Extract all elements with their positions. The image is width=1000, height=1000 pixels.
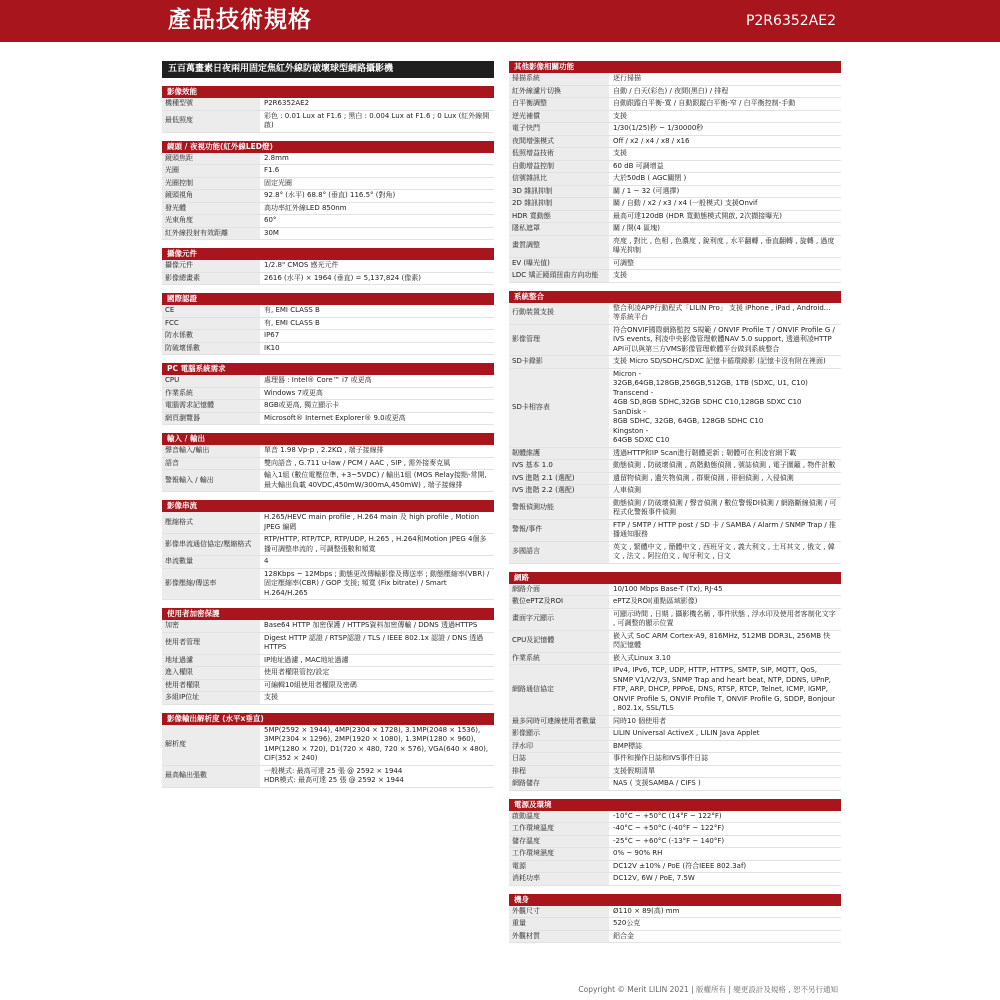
spec-label: 機種型號: [162, 98, 260, 110]
spec-value: LILIN Universal ActiveX , LILIN Java Applet: [613, 729, 760, 737]
spec-row: [162, 692, 494, 705]
spec-value: DC12V ±10% / PoE (符合IEEE 802.3af): [613, 861, 747, 870]
spec-row: [509, 873, 841, 886]
spec-value: 嵌入式 SoC ARM Cortex-A9, 816MHz, 512MB DDR3L, 256MB 快閃記憶體: [613, 631, 831, 649]
spec-value: 人車偵測: [613, 486, 641, 494]
spec-label: 電腦需求記憶體: [162, 400, 260, 412]
spec-row: [509, 485, 841, 498]
spec-value: Windows 7或更高: [264, 388, 323, 397]
spec-label: 2D 雜訊抑制: [509, 198, 609, 210]
spec-value: -25°C ~ +60°C (-13°F ~ 140°F): [613, 836, 725, 845]
spec-label: 最高輸出張數: [162, 766, 260, 787]
spec-section: [162, 293, 494, 355]
spec-value: 5MP(2592 × 1944), 4MP(2304 × 1728), 3.1MP(2048 × 1536), 3MP(2304 × 1296), 2MP(1920 × 1080), 1.3MP(1280 × 960), 1MP(1280 × 720), D1(720 × 480, 720 × 576), VGA(640 × 480), CIF(352 × 240): [264, 725, 489, 762]
spec-label: 工作環境濕度: [509, 848, 609, 860]
spec-row: [162, 400, 494, 413]
spec-label: 多國語言: [509, 542, 609, 563]
spec-row: [162, 165, 494, 178]
spec-row: [509, 728, 841, 741]
section-header: 影像串流: [162, 500, 494, 512]
spec-label: 地址過濾: [162, 655, 260, 667]
spec-value: 支援: [264, 693, 278, 701]
spec-section: [162, 86, 494, 133]
spec-value: 1/2.8" CMOS 感光元件: [264, 261, 339, 269]
spec-row: [162, 260, 494, 273]
spec-label: 儲存溫度: [509, 836, 609, 848]
spec-value: 10/100 Mbps Base-T (Tx), RJ-45: [613, 584, 723, 593]
spec-row: [162, 203, 494, 216]
spec-row: [162, 330, 494, 343]
spec-label: 逆光補償: [509, 111, 609, 123]
spec-value: IPv4, IPv6, TCP, UDP, HTTP, HTTPS, SMTP, SIP, MQTT, QoS, SNMP V1/V2/V3, SNMP Trap and heart beat, NTP, DDNS, UPnP, FTP, ARP, DHCP, PPPoE, DNS, RTSP, RTCP, Telnet, ICMP, IGMP, ONVIF Profile S, ONVIF Profile T, ONVIF Profile G, SDDP, Bonjour , 802.1x, SSL/TLS: [613, 666, 835, 712]
spec-row: [509, 716, 841, 729]
spec-row: [509, 236, 841, 258]
spec-row: [162, 375, 494, 388]
section-header: 其他影像相關功能: [509, 61, 841, 73]
spec-value: 可顯示時間 , 日期 , 攝影機名稱 , 事件狀態 , 浮水印及使用者客制化文字 , 可調整的顯示位置: [613, 609, 836, 627]
spec-label: 行動裝置支援: [509, 303, 609, 324]
spec-value: 整合利凌APP行動程式「LILIN Pro」 支援 iPhone , iPad , Android...等系統平台: [613, 303, 831, 321]
spec-row: [162, 190, 494, 203]
spec-label: 多組IP位址: [162, 692, 260, 704]
spec-value: 關 / 1 ~ 32 (可選擇): [613, 186, 680, 195]
spec-row: [509, 86, 841, 99]
spec-value: 可編輯10組使用者權限及密碼: [264, 680, 357, 689]
spec-row: [162, 388, 494, 401]
spec-label: 發光體: [162, 203, 260, 215]
spec-label: 防破壞係數: [162, 343, 260, 355]
spec-row: [509, 356, 841, 369]
spec-value: 動態偵測 , 防破壞偵測 , 高階動態偵測 , 號誌偵測 , 電子圍籬 , 物件計數: [613, 461, 836, 469]
spec-label: 壓縮格式: [162, 512, 260, 533]
spec-section: [162, 713, 494, 788]
spec-row: [162, 178, 494, 191]
spec-label: 影像壓縮/傳送率: [162, 569, 260, 600]
spec-row: [162, 470, 494, 492]
spec-label: 啟動溫度: [509, 811, 609, 823]
spec-value: 嵌入式Linux 3.10: [613, 653, 671, 662]
spec-value: -40°C ~ +50°C (-40°F ~ 122°F): [613, 824, 725, 832]
spec-label: 影像總畫素: [162, 273, 260, 285]
spec-label: FCC: [162, 318, 260, 330]
spec-value: 1/30(1/25)秒 ~ 1/30000秒: [613, 124, 704, 132]
spec-label: 浮水印: [509, 741, 609, 753]
spec-value: 128Kbps ~ 12Mbps ; 動態更改傳輸影像及傳送率 ; 動態壓縮率(VBR) / 固定壓縮率(CBR) / GOP 支援; 頻寬 (Fix bitrate) / Smart H.264/H.265: [264, 569, 490, 597]
spec-label: 鏡頭視角: [162, 190, 260, 202]
section-header: 影像效能: [162, 86, 494, 98]
spec-value: 使用者權限管控/設定: [264, 668, 330, 676]
spec-section: [509, 572, 841, 791]
spec-label: SD卡相容表: [509, 369, 609, 447]
spec-row: [509, 753, 841, 766]
spec-row: [509, 520, 841, 542]
spec-label: 韌體維護: [509, 448, 609, 460]
spec-value: 英文 , 繁體中文 , 簡體中文 , 西班牙文 , 義大利文 , 土耳其文 , 俄文 , 韓文 , 法文 , 阿拉伯文 , 匈牙利文 , 日文: [613, 542, 835, 560]
section-header: 網路: [509, 572, 841, 584]
spec-value: 60°: [264, 216, 277, 224]
spec-row: [509, 811, 841, 824]
spec-label: 低照增益技術: [509, 148, 609, 160]
spec-label: 紅外線投射有效距離: [162, 228, 260, 240]
spec-value: 0% ~ 90% RH: [613, 849, 663, 857]
spec-row: [162, 413, 494, 426]
spec-label: 作業系統: [162, 388, 260, 400]
spec-row: [509, 653, 841, 666]
spec-row: [162, 655, 494, 668]
spec-section: [509, 291, 841, 564]
spec-row: [509, 596, 841, 609]
spec-value: 2.8mm: [264, 153, 289, 162]
section-header: 系統整合: [509, 291, 841, 303]
spec-label: 影像顯示: [509, 728, 609, 740]
spec-section: [162, 141, 494, 241]
spec-value: Ø110 × 89(高) mm: [613, 906, 680, 915]
spec-row: [162, 215, 494, 228]
spec-row: [162, 458, 494, 471]
spec-row: [162, 680, 494, 693]
spec-label: IVS 基本 1.0: [509, 460, 609, 472]
spec-row: [509, 173, 841, 186]
model-number: P2R6352AE2: [745, 13, 836, 29]
spec-label: IVS 進階 2.2 (選配): [509, 485, 609, 497]
spec-value: 60 dB 可調增益: [613, 161, 664, 170]
spec-section: [162, 500, 494, 600]
spec-label: 影像串流通信協定/壓縮格式: [162, 534, 260, 555]
spec-row: [162, 556, 494, 569]
spec-label: 日誌: [509, 753, 609, 765]
spec-value: NAS ( 支援SAMBA / CIFS ): [613, 779, 701, 787]
spec-value: Digest HTTP 認證 / RTSP認證 / TLS / IEEE 802.1x 認證 / DNS 透過HTTPS: [264, 633, 484, 651]
document-title: 五百萬畫素日夜兩用固定焦紅外線防破壞球型網路攝影機: [162, 61, 494, 78]
spec-value: 鋁合金: [613, 931, 634, 940]
spec-label: 光圈控制: [162, 178, 260, 190]
spec-value: 輸入1組 (數位電壓位準, +3~5VDC) / 輸出1組 (MOS Relay接點-常開, 最大輸出負載 40VDC,450mW/300mA,450mW) , 端子接線排: [264, 471, 487, 489]
spec-section: [162, 608, 494, 705]
spec-row: [162, 228, 494, 241]
spec-label: 隱私遮罩: [509, 223, 609, 235]
spec-row: [509, 631, 841, 653]
spec-value: 8GB或更高, 獨立顯示卡: [264, 401, 340, 409]
spec-value: 事件和操作日誌和IVS事件日誌: [613, 754, 709, 762]
spec-label: 加密: [162, 620, 260, 632]
spec-value: 自動跟蹤白平衡-寬 / 自動跟蹤白平衡-窄 / 白平衡控制-手動: [613, 99, 796, 107]
spec-row: [509, 123, 841, 136]
right-column: [509, 61, 841, 951]
spec-label: 3D 雜訊抑制: [509, 186, 609, 198]
spec-label: SD卡錄影: [509, 356, 609, 368]
spec-row: [509, 931, 841, 944]
spec-row: [509, 325, 841, 357]
spec-value: Off / x2 / x4 / x8 / x16: [613, 136, 690, 145]
spec-label: 鏡頭焦距: [162, 153, 260, 165]
spec-row: [509, 836, 841, 849]
spec-label: HDR 寬動態: [509, 211, 609, 223]
spec-row: [509, 73, 841, 86]
spec-value: 有, EMI CLASS B: [264, 306, 320, 314]
spec-row: [509, 741, 841, 754]
spec-label: 消耗功率: [509, 873, 609, 885]
spec-row: [162, 318, 494, 331]
spec-row: [509, 211, 841, 224]
spec-row: [509, 148, 841, 161]
spec-row: [509, 161, 841, 174]
spec-row: [509, 498, 841, 520]
spec-row: [162, 512, 494, 534]
spec-value: 支援: [613, 271, 627, 279]
copyright-footer: Copyright © Merit LILIN 2021 | 版權所有 | 變更設計及規格 , 恕不另行通知: [578, 985, 838, 994]
spec-label: 信號雜訊比: [509, 173, 609, 185]
spec-row: [509, 584, 841, 597]
spec-label: 畫面字元顯示: [509, 609, 609, 630]
spec-label: 防水係數: [162, 330, 260, 342]
spec-value: 透過HTTP和IP Scan進行韌體更新 ; 韌體可在利凌官網下載: [613, 448, 797, 457]
spec-value: IP地址過濾 , MAC地址過濾: [264, 655, 349, 664]
spec-value: 520公克: [613, 919, 641, 927]
spec-row: [509, 473, 841, 486]
spec-label: 外觀尺寸: [509, 906, 609, 918]
spec-label: 網路介面: [509, 584, 609, 596]
spec-value: -10°C ~ +50°C (14°F ~ 122°F): [613, 811, 722, 820]
spec-label: CPU及記憶體: [509, 631, 609, 652]
spec-label: EV (曝光值): [509, 258, 609, 270]
spec-row: [509, 848, 841, 861]
spec-row: [162, 569, 494, 601]
spec-value: P2R6352AE2: [264, 99, 310, 107]
spec-value: 固定光圈: [264, 178, 292, 187]
spec-value: 處理器 : Intel® Core™ i7 或更高: [264, 376, 372, 384]
spec-value: 逐行掃描: [613, 74, 641, 82]
spec-row: [509, 906, 841, 919]
spec-row: [509, 136, 841, 149]
spec-label: 外觀材質: [509, 931, 609, 943]
section-header: PC 電腦系統需求: [162, 363, 494, 375]
spec-value: 遺留物偵測 , 遺失物偵測 , 群聚偵測 , 徘徊偵測 , 入侵偵測: [613, 473, 794, 482]
spec-label: 警報/事件: [509, 520, 609, 541]
spec-row: [509, 369, 841, 448]
spec-value: IK10: [264, 343, 280, 352]
spec-row: [509, 303, 841, 325]
spec-value: 30M: [264, 228, 279, 237]
spec-value: 支援: [613, 111, 627, 120]
spec-row: [509, 223, 841, 236]
spec-row: [509, 258, 841, 271]
spec-label: 警報輸入 / 輸出: [162, 470, 260, 491]
spec-value: 大於50dB ( AGC關閉 ): [613, 174, 687, 182]
spec-label: 網路儲存: [509, 778, 609, 790]
spec-label: 串流數量: [162, 556, 260, 568]
spec-value: 92.8° (水平) 68.8° (垂直) 116.5° (對角): [264, 191, 396, 199]
spec-value: BMP標誌: [613, 741, 643, 750]
spec-row: [162, 620, 494, 633]
spec-row: [162, 305, 494, 318]
spec-label: 紅外線濾片切換: [509, 86, 609, 98]
spec-row: [509, 448, 841, 461]
spec-row: [162, 534, 494, 556]
spec-value: ePTZ及ROI(重點區域影像): [613, 597, 698, 605]
spec-row: [509, 665, 841, 716]
spec-row: [162, 98, 494, 111]
spec-label: 警報偵測功能: [509, 498, 609, 519]
spec-value: 動態偵測 / 防破壞偵測 / 聲音偵測 / 數位警報DI偵測 / 網路斷線偵測 / 可程式化警報事件偵測: [613, 498, 837, 516]
spec-row: [162, 725, 494, 766]
spec-value: 最高可達120dB (HDR 寬動態模式開啟, 2次擷接曝光): [613, 211, 782, 220]
spec-row: [162, 273, 494, 286]
spec-row: [509, 186, 841, 199]
spec-section: [162, 363, 494, 425]
spec-row: [509, 766, 841, 779]
spec-row: [162, 633, 494, 655]
left-column: [162, 61, 494, 796]
spec-section: [162, 433, 494, 492]
spec-value: 符合ONVIF國際網路監控 S規範 / ONVIF Profile T / ONVIF Profile G / IVS events, 利凌中央影像管理軟體NAV 5.0 support, 透過利凌HTTP API可以與第三方VMS影像管理軟體平台做到系統整合: [613, 325, 835, 353]
spec-label: 光束角度: [162, 215, 260, 227]
spec-value: 4: [264, 557, 269, 565]
spec-value: 支援: [613, 149, 627, 157]
spec-label: 電子快門: [509, 123, 609, 135]
section-header: 使用者加密保護: [162, 608, 494, 620]
spec-value: 自動 / 白天(彩色) / 夜間(黑白) / 排程: [613, 86, 729, 95]
spec-value: Micron - 32GB,64GB,128GB,256GB,512GB, 1TB (SDXC, U1, C10) Transcend - 4GB SD,8GB SDHC,32GB SDHC C10,128GB SDXC C10 SanDisk - 8GB SDHC, 32GB, 64GB, 128GB SDHC C10 Kingston - 64GB SDXC C10: [613, 369, 808, 444]
spec-label: 聲音輸入/輸出: [162, 445, 260, 457]
spec-section: [162, 248, 494, 285]
section-header: 鏡頭 / 夜視功能(紅外線LED燈): [162, 141, 494, 153]
spec-row: [162, 667, 494, 680]
spec-label: 掃描系統: [509, 73, 609, 85]
section-header: 影像輸出解析度 (水平x垂直): [162, 713, 494, 725]
spec-row: [509, 609, 841, 631]
spec-section: [509, 894, 841, 944]
spec-value: 可調整: [613, 258, 634, 267]
spec-label: 數位ePTZ及ROI: [509, 596, 609, 608]
spec-label: 重量: [509, 918, 609, 930]
spec-value: FTP / SMTP / HTTP post / SD 卡 / SAMBA / Alarm / SNMP Trap / 推播通知服務: [613, 520, 836, 538]
spec-label: LDC 矯正鏡頭扭曲方向功能: [509, 270, 609, 282]
spec-value: 高功率紅外線LED 850nm: [264, 203, 347, 212]
spec-label: 使用者權限: [162, 680, 260, 692]
spec-value: 2616 (水平) × 1964 (垂直) = 5,137,824 (像素): [264, 273, 421, 282]
spec-value: DC12V, 6W / PoE, 7.5W: [613, 874, 695, 882]
spec-value: 單音 1.98 Vp-p , 2.2KΩ , 端子接線排: [264, 446, 384, 454]
spec-label: 排程: [509, 766, 609, 778]
spec-label: 最低照度: [162, 111, 260, 132]
spec-value: Base64 HTTP 加密保護 / HTTPS資料加密傳輸 / DDNS 透過HTTPS: [264, 621, 478, 629]
spec-label: 語音: [162, 458, 260, 470]
spec-row: [509, 542, 841, 564]
spec-row: [162, 153, 494, 166]
spec-label: 夜間增強模式: [509, 136, 609, 148]
spec-label: 最多同時可連線使用者數量: [509, 716, 609, 728]
spec-row: [509, 778, 841, 791]
spec-label: 影像管理: [509, 325, 609, 356]
spec-row: [509, 270, 841, 283]
spec-value: 同時10 個使用者: [613, 716, 667, 725]
spec-row: [162, 343, 494, 356]
spec-label: CPU: [162, 375, 260, 387]
section-header: 攝像元件: [162, 248, 494, 260]
spec-value: 有, EMI CLASS B: [264, 318, 320, 327]
spec-label: CE: [162, 305, 260, 317]
spec-label: 進入權限: [162, 667, 260, 679]
spec-section: [509, 61, 841, 283]
spec-row: [509, 861, 841, 874]
spec-label: IVS 進階 2.1 (選配): [509, 473, 609, 485]
spec-row: [509, 198, 841, 211]
spec-label: 自動增益控制: [509, 161, 609, 173]
spec-label: 畫質調整: [509, 236, 609, 257]
spec-value: 支援 Micro SD/SDHC/SDXC 記憶卡循環錄影 (記憶卡沒有附在裡面): [613, 357, 826, 365]
spec-row: [509, 918, 841, 931]
spec-row: [509, 460, 841, 473]
spec-row: [162, 111, 494, 133]
spec-label: 攝像元件: [162, 260, 260, 272]
spec-label: 光圈: [162, 165, 260, 177]
section-header: 機身: [509, 894, 841, 906]
spec-value: 雙向語音 , G.711 u-law / PCM / AAC , SIP , 需外接麥克風: [264, 458, 451, 467]
top-banner: [0, 0, 1000, 42]
page-title: 產品技術規格: [168, 7, 312, 33]
spec-label: 使用者管理: [162, 633, 260, 654]
spec-value: 彩色 : 0.01 Lux at F1.6 ; 黑白 : 0.004 Lux at F1.6 ; 0 Lux (紅外線開啟): [264, 111, 490, 129]
spec-value: 關 / 自動 / x2 / x3 / x4 (一般模式) 支援Onvif: [613, 199, 758, 207]
spec-label: 解析度: [162, 725, 260, 765]
spec-row: [509, 823, 841, 836]
spec-value: 關 / 開(4 區塊): [613, 224, 660, 232]
section-header: 國際認證: [162, 293, 494, 305]
spec-value: IP67: [264, 331, 280, 339]
spec-value: RTP/HTTP, RTP/TCP, RTP/UDP, H.265 , H.264和Motion JPEG 4個多播可調整串流的 , 可調整張數和頻寬: [264, 535, 487, 553]
spec-section: [509, 799, 841, 886]
spec-row: [509, 98, 841, 111]
spec-value: 亮度 , 對比 , 色相 , 色濃度 , 銳利度 , 水平翻轉 , 垂直翻轉 , 旋轉 , 過度曝光抑制: [613, 236, 835, 254]
spec-value: 一般模式: 最高可達 25 張 @ 2592 × 1944 HDR模式: 最高可達 25 張 @ 2592 × 1944: [264, 766, 404, 784]
spec-value: H.265/HEVC main profile , H.264 main 及 high profile , Motion JPEG 編碼: [264, 513, 480, 531]
spec-label: 網路通信協定: [509, 665, 609, 715]
spec-label: 工作環境溫度: [509, 823, 609, 835]
spec-label: 作業系統: [509, 653, 609, 665]
spec-label: 網頁瀏覽器: [162, 413, 260, 425]
section-header: 輸入 / 輸出: [162, 433, 494, 445]
spec-value: 支援假期清單: [613, 766, 655, 775]
spec-row: [162, 445, 494, 458]
section-header: 電源及環境: [509, 799, 841, 811]
spec-row: [509, 111, 841, 124]
spec-row: [162, 766, 494, 788]
spec-label: 白平衡調整: [509, 98, 609, 110]
spec-value: Microsoft® Internet Explorer® 9.0或更高: [264, 413, 406, 422]
spec-label: 電源: [509, 861, 609, 873]
spec-value: F1.6: [264, 166, 280, 174]
